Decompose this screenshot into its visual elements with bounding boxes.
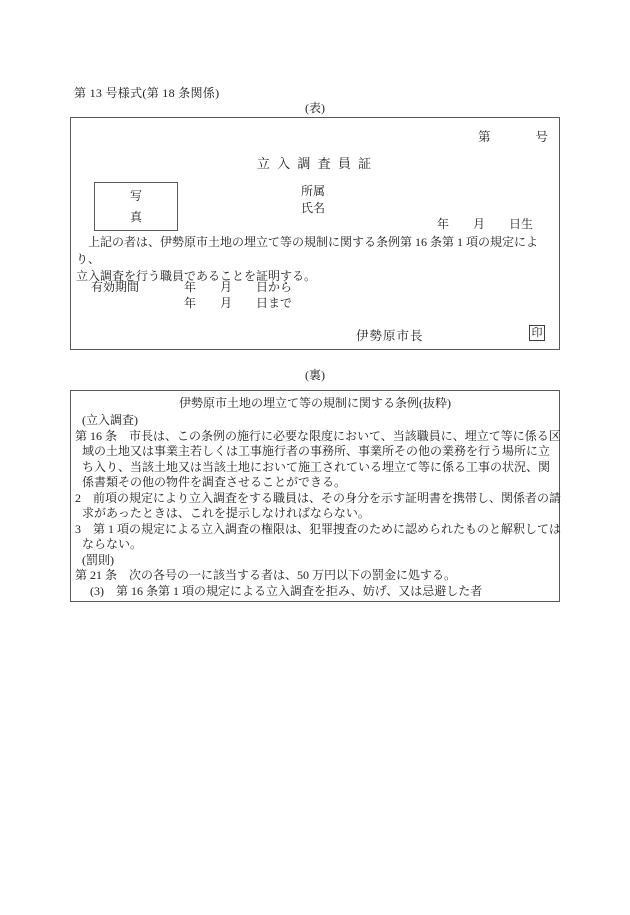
- validity-period-label: 有効期間: [91, 280, 140, 294]
- photo-placeholder: [94, 182, 178, 231]
- affiliation-label: 所属: [301, 184, 326, 198]
- ordinance-line: 第 16 条 市長は、この条例の施行に必要な限度において、当該職員に、埋立て等に係る区: [75, 428, 561, 443]
- photo-label-line1: 写: [129, 189, 142, 203]
- ordinance-line: (3) 第 16 条第 1 項の規定による立入調査を拒み、妨げ、又は忌避した者: [90, 583, 483, 598]
- form-number-heading: 第 13 号様式(第 18 条関係): [74, 86, 220, 100]
- validity-dates: [184, 279, 292, 311]
- id-card-front: [70, 117, 560, 350]
- validity-to-line: 年 月 日まで: [184, 296, 293, 310]
- ordinance-line: (立入調査): [82, 413, 138, 427]
- id-card-back: [70, 390, 560, 602]
- ordinance-line: 求があったときは、これを提示しなければならない。: [82, 506, 370, 520]
- ordinance-line: ならない。: [82, 537, 143, 551]
- serial-dai-label: 第: [477, 130, 491, 144]
- seal-mark: 印: [529, 325, 545, 341]
- card-title: 立 入 調 査 員 証: [256, 156, 374, 171]
- validity-period-block: [91, 279, 292, 311]
- name-label: 氏名: [301, 201, 326, 215]
- ordinance-line: 第 21 条 次の各号の一に該当する者は、50 万円以下の罰金に処する。: [75, 568, 457, 582]
- ordinance-excerpt-title: 伊勢原市土地の埋立て等の規制に関する条例(抜粋): [179, 396, 451, 410]
- photo-label-line2: 真: [129, 210, 142, 224]
- ordinance-line: 域の土地又は事業主若しくは工事施行者の事務所、事業所その他の業務を行う場所に立: [82, 444, 551, 458]
- birthdate-line: 年 月 日生: [436, 217, 533, 231]
- certification-line-2: 立入調査を行う職員であることを証明する。: [76, 269, 317, 283]
- front-side-label: (表): [305, 101, 325, 115]
- serial-number-line: [478, 127, 548, 145]
- validity-from-line: 年 月 日から: [184, 280, 293, 294]
- ordinance-line: ち入り、当該土地又は当該土地において施工されている埋立て等に係る工事の状況、関: [82, 459, 551, 474]
- mayor-signature-label: 伊勢原市長: [356, 329, 424, 343]
- ordinance-line: 2 前項の規定により立入調査をする職員は、その身分を示す証明書を携帯し、関係者の請: [75, 490, 562, 505]
- certification-statement: [76, 234, 549, 285]
- ordinance-line: (罰則): [82, 552, 114, 567]
- ordinance-line: 係書類その他の物件を調査させることができる。: [82, 475, 347, 489]
- serial-go-label: 号: [535, 130, 548, 144]
- ordinance-line: 3 第 1 項の規定による立入調査の権限は、犯罪捜査のために認められたものと解釈しては: [75, 521, 562, 536]
- certification-line-1: 上記の者は、伊勢原市土地の埋立て等の規制に関する条例第 16 条第 1 項の規定により、: [76, 235, 539, 266]
- back-side-label: (裏): [305, 368, 325, 382]
